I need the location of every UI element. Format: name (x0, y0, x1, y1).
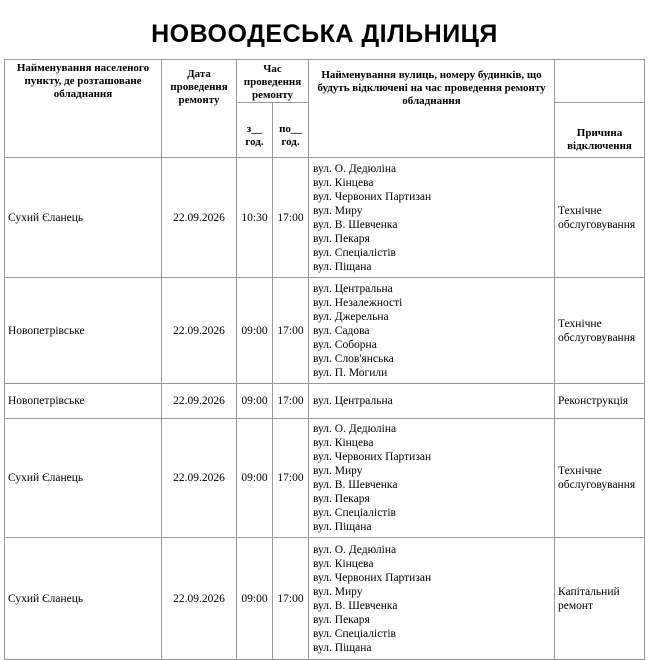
street-item: вул. О. Дедюліна (313, 543, 397, 556)
reason-cell: Технічне обслуговування (555, 158, 645, 278)
street-item: вул. Червоних Партизан (313, 451, 432, 463)
street-item: вул. Піщана (313, 521, 372, 533)
street-item: вул. Піщана (313, 641, 372, 654)
street-item: вул. В. Шевченка (313, 479, 398, 491)
street-item: вул. О. Дедюліна (313, 423, 397, 435)
street-item: вул. Миру (313, 204, 363, 217)
street-item: вул. В. Шевченка (313, 599, 398, 612)
street-item: вул. Джерельна (313, 310, 389, 323)
time-to-cell: 17:00 (273, 419, 309, 538)
date-cell: 22.09.2026 (162, 158, 237, 278)
street-item: вул. Кінцева (313, 176, 374, 189)
table-row (5, 278, 645, 384)
time-to-cell: 17:00 (273, 538, 309, 660)
reason-cell: Технічне обслуговування (555, 278, 645, 384)
streets-cell (309, 419, 555, 538)
header-time: Час проведення ремонту (237, 60, 309, 103)
street-item: вул. Центральна (313, 282, 393, 295)
street-item: вул. В. Шевченка (313, 218, 398, 231)
streets-cell (309, 384, 555, 419)
time-to-cell: 17:00 (273, 384, 309, 419)
streets-cell (309, 538, 555, 660)
street-item: вул. О. Дедюліна (313, 162, 397, 175)
settlement-cell: Сухий Єланець (5, 158, 162, 278)
street-item: вул. П. Могили (313, 366, 388, 379)
time-from-cell: 10:30 (237, 158, 273, 278)
settlement-cell: Новопетрівське (5, 384, 162, 419)
street-item: вул. Кінцева (313, 557, 374, 570)
street-item: вул. Соборна (313, 338, 377, 351)
streets-cell (309, 158, 555, 278)
page-title: НОВООДЕСЬКА ДІЛЬНИЦЯ (151, 20, 498, 48)
date-cell: 22.09.2026 (162, 538, 237, 660)
table-row (5, 419, 645, 538)
street-item: вул. Червоних Партизан (313, 571, 432, 584)
reason-cell: Технічне обслуговування (555, 419, 645, 538)
reason-cell: Капітальний ремонт (555, 538, 645, 660)
street-item: вул. Кінцева (313, 437, 374, 449)
table-row (5, 538, 645, 660)
streets-cell (309, 278, 555, 384)
table-row (5, 158, 645, 278)
header-reason: Причина відключення (555, 103, 645, 158)
street-item: вул. Спеціалістів (313, 246, 396, 259)
street-item: вул. Пекаря (313, 493, 370, 505)
reason-cell: Реконструкція (555, 384, 645, 419)
header-to: по__ год. (273, 103, 309, 158)
header-date: Дата проведення ремонту (162, 60, 237, 158)
street-item: вул. Садова (313, 324, 370, 337)
time-from-cell: 09:00 (237, 278, 273, 384)
street-item: вул. Центральна (313, 395, 393, 407)
table-body (5, 158, 645, 660)
street-item: вул. Піщана (313, 260, 372, 273)
outage-schedule-table (4, 59, 645, 660)
street-item: вул. Червоних Партизан (313, 190, 432, 203)
street-item: вул. Спеціалістів (313, 507, 396, 519)
header-blank (555, 60, 645, 103)
header-from: з__ год. (237, 103, 273, 158)
street-item: вул. Слов'янська (313, 352, 394, 365)
date-cell: 22.09.2026 (162, 278, 237, 384)
settlement-cell: Сухий Єланець (5, 419, 162, 538)
time-from-cell: 09:00 (237, 538, 273, 660)
table-row (5, 384, 645, 419)
header-settlement: Найменування населеного пункту, де розташоване обладнання (5, 60, 162, 158)
time-from-cell: 09:00 (237, 419, 273, 538)
time-from-cell: 09:00 (237, 384, 273, 419)
header-streets: Найменування вулиць, номеру будинків, що будуть відключені на час проведення ремонту обладнання (309, 60, 555, 158)
settlement-cell: Сухий Єланець (5, 538, 162, 660)
street-item: вул. Спеціалістів (313, 627, 396, 640)
street-item: вул. Пекаря (313, 232, 370, 245)
date-cell: 22.09.2026 (162, 419, 237, 538)
street-item: вул. Миру (313, 465, 363, 477)
time-to-cell: 17:00 (273, 278, 309, 384)
settlement-cell: Новопетрівське (5, 278, 162, 384)
street-item: вул. Пекаря (313, 613, 370, 626)
street-item: вул. Миру (313, 585, 363, 598)
time-to-cell: 17:00 (273, 158, 309, 278)
date-cell: 22.09.2026 (162, 384, 237, 419)
street-item: вул. Незалежності (313, 296, 403, 309)
